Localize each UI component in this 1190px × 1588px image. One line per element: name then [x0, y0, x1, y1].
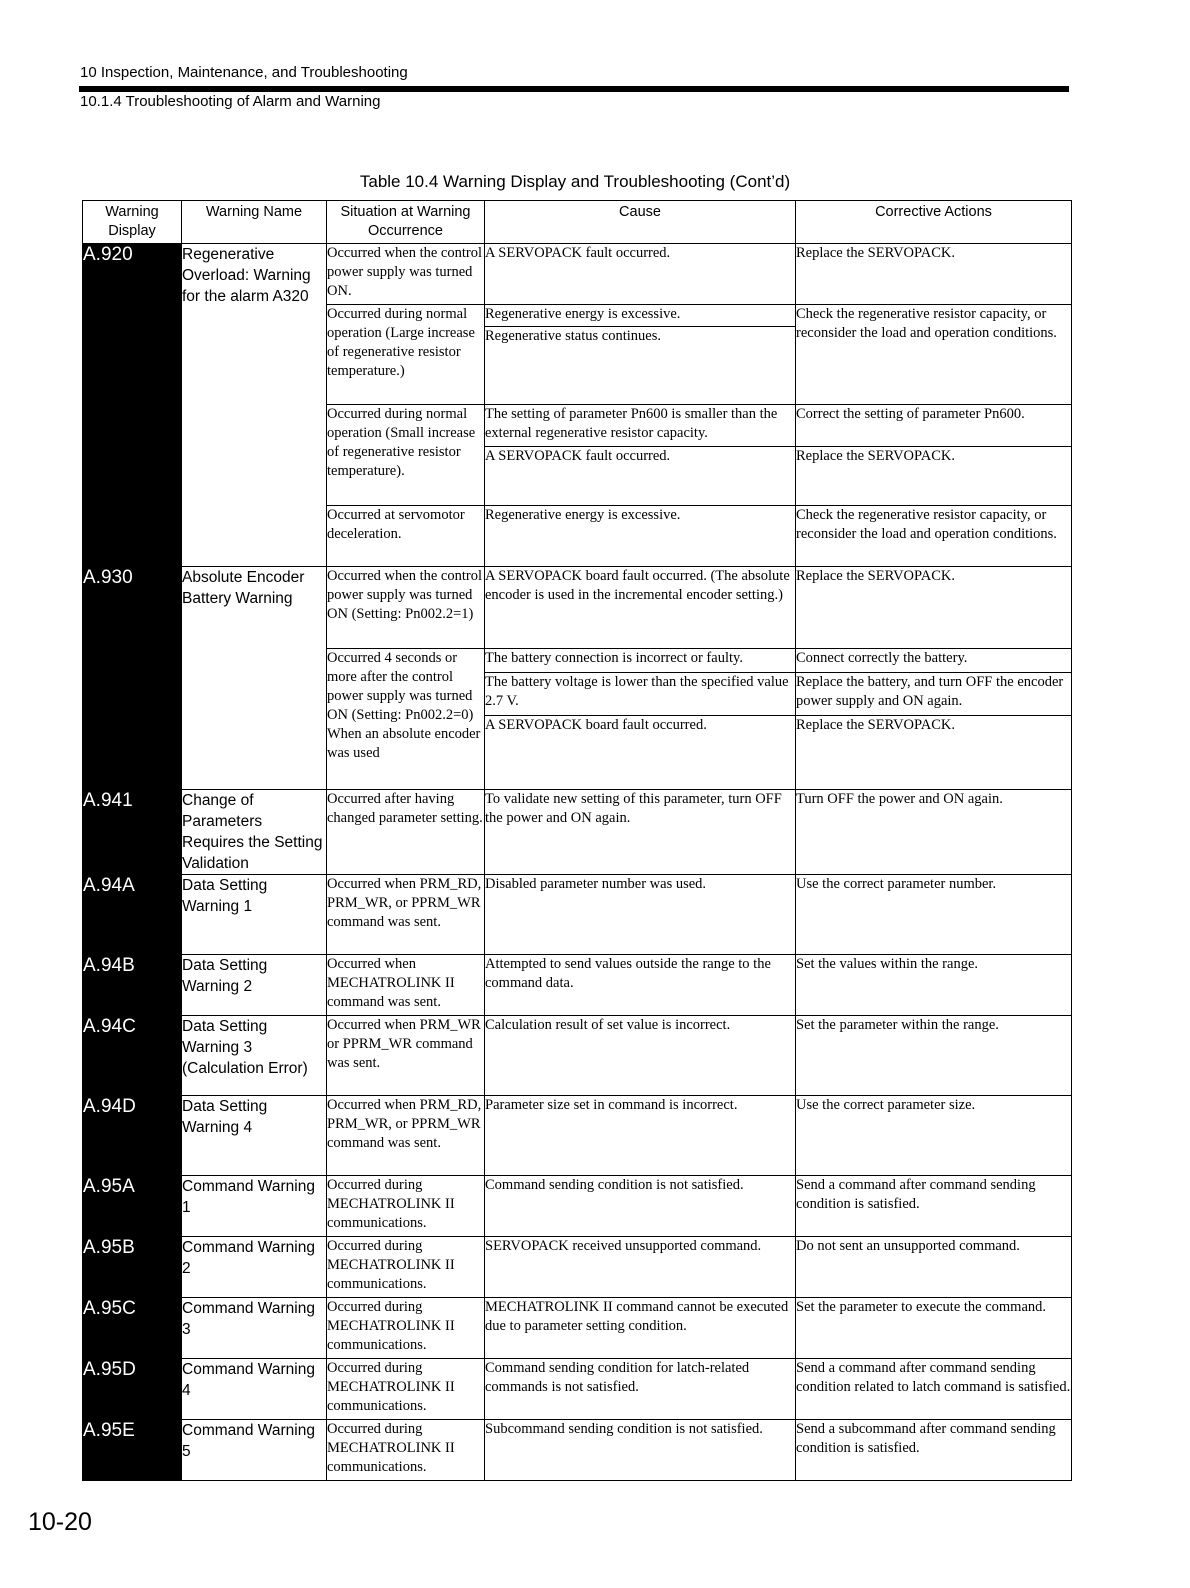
warning-code: A.95D — [83, 1359, 182, 1420]
corrective-action-cell: Check the regenerative resistor capacity, or reconsider the load and operation conditions. — [796, 506, 1072, 567]
cause-cell: Regenerative energy is excessive. — [485, 305, 796, 327]
warning-name: Data Setting Warning 3 (Calculation Error) — [182, 1016, 327, 1096]
table-row — [83, 1359, 1072, 1420]
corrective-action-cell: Use the correct parameter number. — [796, 875, 1072, 955]
header-rule — [79, 86, 1069, 92]
table-row — [83, 1176, 1072, 1237]
warning-name: Data Setting Warning 1 — [182, 875, 327, 955]
situation-cell: Occurred when MECHATROLINK II command was sent. — [327, 955, 485, 1016]
warning-code: A.920 — [83, 244, 182, 567]
situation-cell: Occurred during MECHATROLINK II communications. — [327, 1237, 485, 1298]
cause-cell: Command sending condition is not satisfied. — [485, 1176, 796, 1237]
column-header: Warning Name — [182, 201, 327, 244]
corrective-action-cell: Do not sent an unsupported command. — [796, 1237, 1072, 1298]
warning-code: A.95B — [83, 1237, 182, 1298]
corrective-action-cell: Replace the battery, and turn OFF the encoder power supply and ON again. — [796, 673, 1072, 716]
section-title: 10.1.4 Troubleshooting of Alarm and Warning — [80, 93, 381, 110]
corrective-action-cell: Set the values within the range. — [796, 955, 1072, 1016]
situation-cell: Occurred during normal operation (Large increase of regenerative resistor temperature.) — [327, 305, 485, 405]
cause-cell: The setting of parameter Pn600 is smaller than the external regenerative resistor capacity. — [485, 405, 796, 447]
cause-cell: Regenerative status continues. — [485, 327, 796, 405]
warning-table — [82, 200, 1072, 1481]
chapter-title: 10 Inspection, Maintenance, and Troubleshooting — [80, 64, 408, 81]
cause-cell: The battery voltage is lower than the specified value 2.7 V. — [485, 673, 796, 716]
column-header: Cause — [485, 201, 796, 244]
situation-cell: Occurred after having changed parameter setting. — [327, 790, 485, 875]
situation-cell: Occurred during MECHATROLINK II communications. — [327, 1176, 485, 1237]
table-body — [83, 244, 1072, 1481]
cause-cell: A SERVOPACK board fault occurred. (The absolute encoder is used in the incremental encoder setting.) — [485, 567, 796, 649]
cause-cell: Parameter size set in command is incorrect. — [485, 1096, 796, 1176]
situation-cell: Occurred during MECHATROLINK II communications. — [327, 1298, 485, 1359]
table-row — [83, 1420, 1072, 1481]
warning-code: A.95E — [83, 1420, 182, 1481]
corrective-action-cell: Replace the SERVOPACK. — [796, 244, 1072, 305]
table-header-row — [83, 201, 1072, 244]
warning-code: A.94C — [83, 1016, 182, 1096]
situation-cell: Occurred at servomotor deceleration. — [327, 506, 485, 567]
situation-cell: Occurred 4 seconds or more after the control power supply was turned ON (Setting: Pn002.2=0) When an absolute encoder was used — [327, 649, 485, 790]
corrective-action-cell: Use the correct parameter size. — [796, 1096, 1072, 1176]
warning-name: Command Warning 3 — [182, 1298, 327, 1359]
warning-code: A.94D — [83, 1096, 182, 1176]
corrective-action-cell: Connect correctly the battery. — [796, 649, 1072, 673]
column-header: Warning Display — [83, 201, 182, 244]
cause-cell: Disabled parameter number was used. — [485, 875, 796, 955]
table-row — [83, 567, 1072, 649]
corrective-action-cell: Replace the SERVOPACK. — [796, 447, 1072, 506]
warning-code: A.95C — [83, 1298, 182, 1359]
cause-cell: A SERVOPACK fault occurred. — [485, 244, 796, 305]
cause-cell: A SERVOPACK board fault occurred. — [485, 716, 796, 790]
table-caption: Table 10.4 Warning Display and Troubleshooting (Cont’d) — [359, 172, 791, 191]
warning-code: A.95A — [83, 1176, 182, 1237]
situation-cell: Occurred during normal operation (Small increase of regenerative resistor temperature). — [327, 405, 485, 506]
warning-name: Command Warning 1 — [182, 1176, 327, 1237]
table-row — [83, 875, 1072, 955]
table-row — [83, 1237, 1072, 1298]
warning-code: A.94A — [83, 875, 182, 955]
warning-name: Command Warning 2 — [182, 1237, 327, 1298]
situation-cell: Occurred during MECHATROLINK II communications. — [327, 1359, 485, 1420]
table-row — [83, 790, 1072, 875]
warning-name: Data Setting Warning 4 — [182, 1096, 327, 1176]
corrective-action-cell: Set the parameter within the range. — [796, 1016, 1072, 1096]
corrective-action-cell: Send a command after command sending condition related to latch command is satisfied. — [796, 1359, 1072, 1420]
corrective-action-cell: Turn OFF the power and ON again. — [796, 790, 1072, 875]
warning-code: A.930 — [83, 567, 182, 790]
warning-code: A.94B — [83, 955, 182, 1016]
situation-cell: Occurred during MECHATROLINK II communications. — [327, 1420, 485, 1481]
corrective-action-cell: Send a command after command sending condition is satisfied. — [796, 1176, 1072, 1237]
situation-cell: Occurred when PRM_WR or PPRM_WR command was sent. — [327, 1016, 485, 1096]
table-row — [83, 1298, 1072, 1359]
cause-cell: The battery connection is incorrect or faulty. — [485, 649, 796, 673]
situation-cell: Occurred when PRM_RD, PRM_WR, or PPRM_WR command was sent. — [327, 875, 485, 955]
warning-name: Regenerative Overload: Warning for the alarm A320 — [182, 244, 327, 567]
cause-cell: MECHATROLINK II command cannot be executed due to parameter setting condition. — [485, 1298, 796, 1359]
corrective-action-cell: Send a subcommand after command sending condition is satisfied. — [796, 1420, 1072, 1481]
cause-cell: Regenerative energy is excessive. — [485, 506, 796, 567]
warning-name: Command Warning 5 — [182, 1420, 327, 1481]
situation-cell: Occurred when the control power supply was turned ON (Setting: Pn002.2=1) — [327, 567, 485, 649]
cause-cell: To validate new setting of this parameter, turn OFF the power and ON again. — [485, 790, 796, 875]
cause-cell: Calculation result of set value is incorrect. — [485, 1016, 796, 1096]
warning-name: Command Warning 4 — [182, 1359, 327, 1420]
corrective-action-cell: Replace the SERVOPACK. — [796, 567, 1072, 649]
cause-cell: Subcommand sending condition is not satisfied. — [485, 1420, 796, 1481]
cause-cell: Command sending condition for latch-related commands is not satisfied. — [485, 1359, 796, 1420]
situation-cell: Occurred when PRM_RD, PRM_WR, or PPRM_WR command was sent. — [327, 1096, 485, 1176]
cause-cell: SERVOPACK received unsupported command. — [485, 1237, 796, 1298]
page-number: 10-20 — [28, 1508, 92, 1536]
warning-name: Data Setting Warning 2 — [182, 955, 327, 1016]
column-header: Corrective Actions — [796, 201, 1072, 244]
table-row — [83, 955, 1072, 1016]
corrective-action-cell: Correct the setting of parameter Pn600. — [796, 405, 1072, 447]
column-header: Situation at Warning Occurrence — [327, 201, 485, 244]
cause-cell: A SERVOPACK fault occurred. — [485, 447, 796, 506]
warning-name: Absolute Encoder Battery Warning — [182, 567, 327, 790]
warning-name: Change of Parameters Requires the Setting Validation — [182, 790, 327, 875]
table-row — [83, 1096, 1072, 1176]
corrective-action-cell: Replace the SERVOPACK. — [796, 716, 1072, 790]
warning-code: A.941 — [83, 790, 182, 875]
situation-cell: Occurred when the control power supply was turned ON. — [327, 244, 485, 305]
table-row — [83, 244, 1072, 305]
corrective-action-cell: Check the regenerative resistor capacity, or reconsider the load and operation conditions. — [796, 305, 1072, 405]
corrective-action-cell: Set the parameter to execute the command. — [796, 1298, 1072, 1359]
table-row — [83, 1016, 1072, 1096]
cause-cell: Attempted to send values outside the range to the command data. — [485, 955, 796, 1016]
